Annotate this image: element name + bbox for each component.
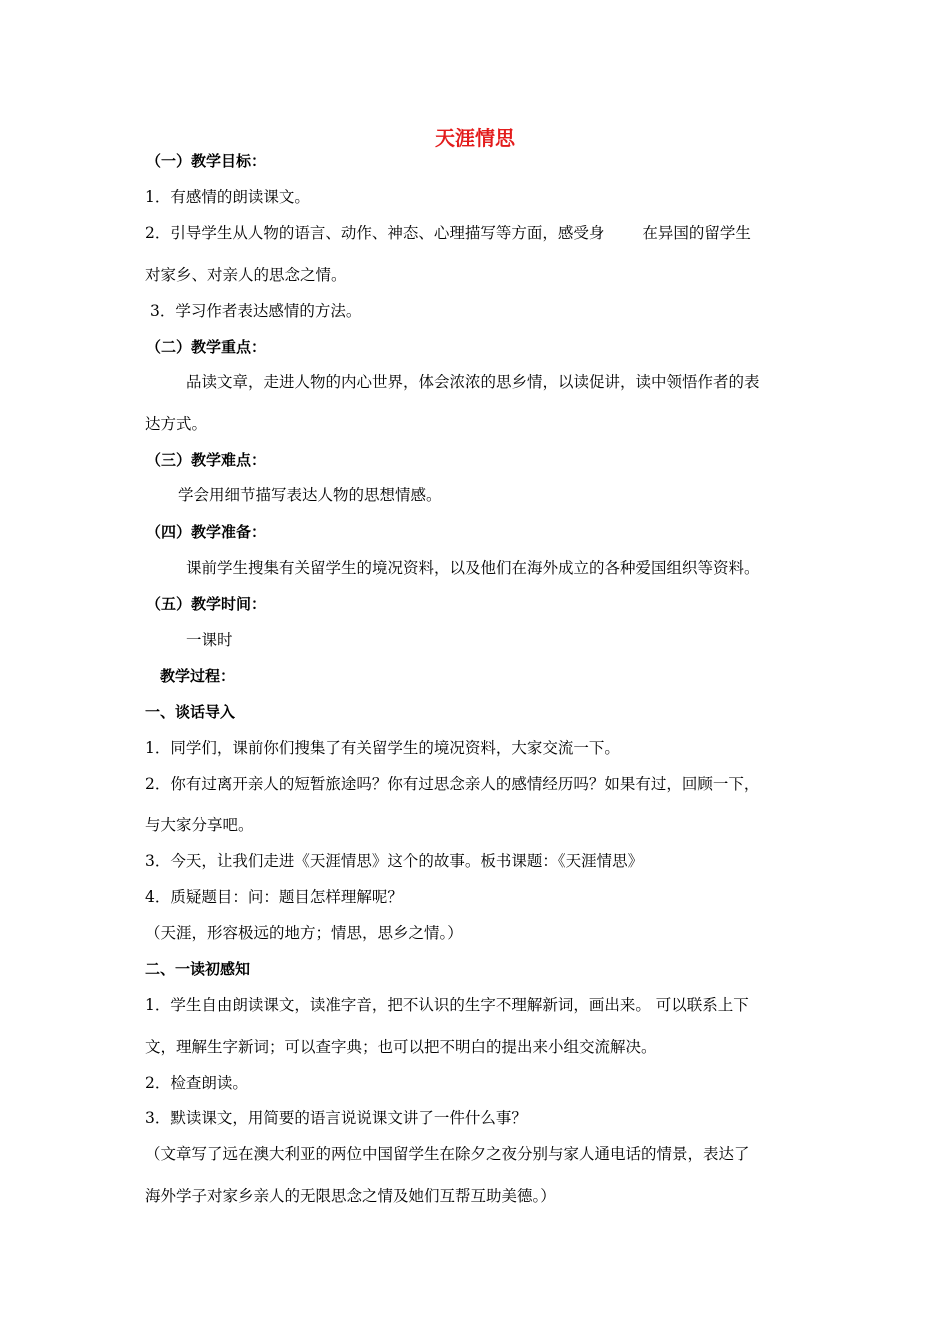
section-heading-intro: 一、谈话导入 bbox=[145, 703, 236, 721]
section-heading-process: 教学过程： bbox=[160, 667, 236, 685]
section-heading-difficulty: （三）教学难点： bbox=[146, 451, 267, 469]
section-heading-first-reading: 二、一读初感知 bbox=[145, 960, 251, 978]
paragraph: （文章写了远在澳大利亚的两位中国留学生在除夕之夜分别与家人通电话的情景，表达了 bbox=[145, 1145, 750, 1163]
paragraph: 课前学生搜集有关留学生的境况资料，以及他们在海外成立的各种爱国组织等资料。 bbox=[186, 559, 760, 577]
paragraph: 1．同学们，课前你们搜集了有关留学生的境况资料，大家交流一下。 bbox=[145, 739, 620, 757]
section-heading-time: （五）教学时间： bbox=[146, 595, 267, 613]
section-heading-preparation: （四）教学准备： bbox=[146, 523, 267, 541]
paragraph: 1．有感情的朗读课文。 bbox=[145, 188, 310, 206]
paragraph: 2．检查朗读。 bbox=[145, 1074, 248, 1092]
paragraph: 与大家分享吧。 bbox=[145, 816, 254, 834]
paragraph: 1．学生自由朗读课文，读准字音，把不认识的生字不理解新词，画出来。 可以联系上下 bbox=[145, 996, 749, 1014]
paragraph: 海外学子对家乡亲人的无限思念之情及她们互帮互助美德。） bbox=[145, 1187, 556, 1205]
paragraph: 4．质疑题目：问：题目怎样理解呢？ bbox=[145, 888, 403, 906]
text-span: 在异国的留学生 bbox=[642, 224, 751, 242]
paragraph: 学会用细节描写表达人物的思想情感。 bbox=[178, 486, 442, 504]
section-heading-goals: （一）教学目标： bbox=[146, 152, 267, 170]
paragraph: 文，理解生字新词；可以查字典；也可以把不明白的提出来小组交流解决。 bbox=[145, 1038, 657, 1056]
paragraph: 2．你有过离开亲人的短暂旅途吗？你有过思念亲人的感情经历吗？如果有过，回顾一下， bbox=[145, 775, 760, 793]
paragraph: 3．默读课文，用简要的语言说说课文讲了一件什么事？ bbox=[145, 1109, 527, 1127]
paragraph: 3．学习作者表达感情的方法。 bbox=[150, 302, 362, 320]
document-title: 天涯情思 bbox=[435, 126, 515, 150]
paragraph: （天涯，形容极远的地方；情思，思乡之情。） bbox=[145, 924, 463, 942]
paragraph: 一课时 bbox=[186, 631, 233, 649]
paragraph: 品读文章，走进人物的内心世界，体会浓浓的思乡情，以读促讲，读中领悟作者的表 bbox=[186, 373, 760, 391]
paragraph: 达方式。 bbox=[145, 415, 208, 433]
paragraph: 3．今天，让我们走进《天涯情思》这个的故事。板书课题：《天涯情思》 bbox=[145, 852, 644, 870]
section-heading-focus: （二）教学重点： bbox=[146, 338, 267, 356]
paragraph bbox=[145, 222, 815, 244]
text-span: 2．引导学生从人物的语言、动作、神态、心理描写等方面，感受身 bbox=[145, 224, 605, 242]
paragraph: 对家乡、对亲人的思念之情。 bbox=[145, 266, 347, 284]
